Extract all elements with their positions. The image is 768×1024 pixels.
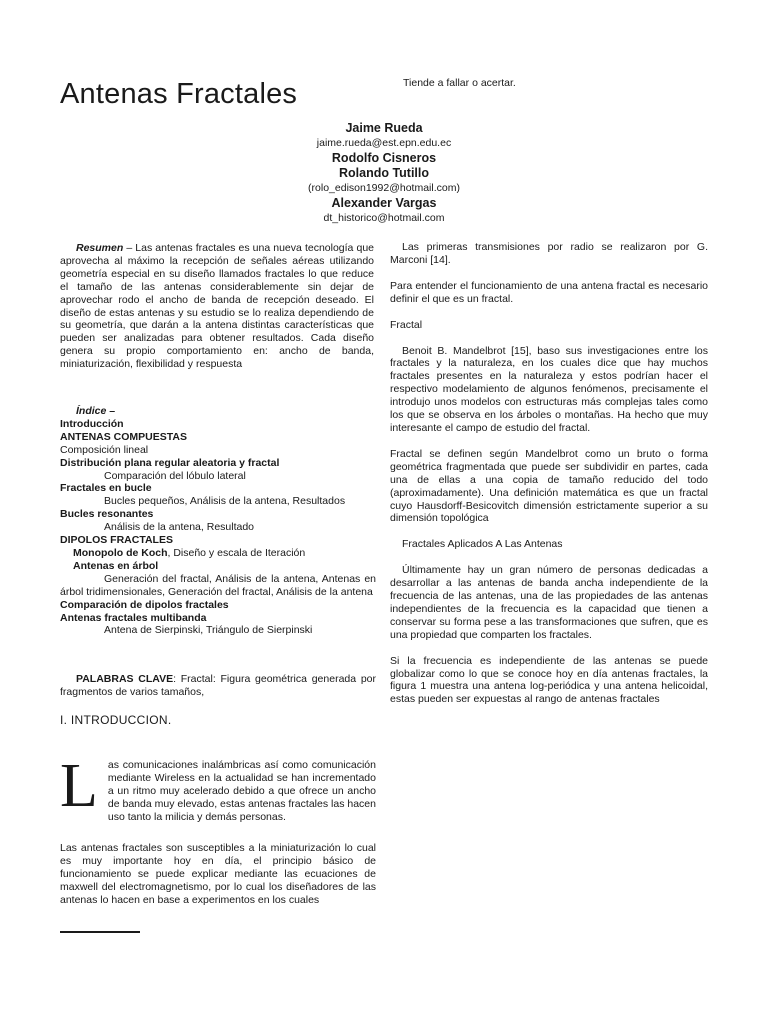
index-entry: Comparación del lóbulo lateral xyxy=(104,469,246,482)
keywords-label: PALABRAS CLAVE xyxy=(76,673,174,685)
index-entry: Bucles resonantes xyxy=(60,508,154,521)
author-email: dt_historico@hotmail.com xyxy=(323,212,445,224)
right-column xyxy=(390,241,708,719)
index-entry: Análisis de la antena, Resultado xyxy=(104,521,255,534)
footnote-rule xyxy=(60,931,140,933)
index-entry: Antena de Sierpinski, Triángulo de Sierpinski xyxy=(104,624,313,637)
index-dash: – xyxy=(106,405,116,417)
index-entry: Fractales en bucle xyxy=(60,482,152,495)
index-entry: Distribución plana regular aleatoria y fractal xyxy=(60,456,280,469)
index-entry: Composición lineal xyxy=(60,443,149,456)
index-entry: DIPOLOS FRACTALES xyxy=(60,534,173,547)
intro-text: as comunicaciones inalámbricas así como comunicación mediante Wireless en la actualidad se han incrementado a un ritmo muy acelerado debido a que ofrece un ancho de banda muy elevado, estas antenas fractales las hacen uso tanto la milicia y demás personas. xyxy=(107,759,376,823)
top-right-note: Tiende a fallar o acertar. xyxy=(403,77,516,89)
author-name: Jaime Rueda xyxy=(345,121,423,135)
subsection-heading: Fractal xyxy=(390,318,423,331)
body-paragraph: Si la frecuencia es independiente de las antenas se puede globalizar como lo que se conoce hoy en día antenas fractales, la figura 1 muestra una antena log-periódica y una antena helicoidal, estas pueden ser expuestas al rango de antenas fractales xyxy=(390,654,708,706)
body-paragraph: Benoit B. Mandelbrot [15], baso sus investigaciones entre los fractales y la naturaleza, en los cuales dice que hay muchos fractales presentes en la naturaleza y estos podrían hacer el respectivo modelamiento de algunos fenómenos, precisamente el introdujo unos modelos con estructuras más complejas tales como los que se observa en los árboles o montañas. Ha hecho que muy interesante el campo de estudio del fractal. xyxy=(390,344,708,434)
body-paragraph: Las primeras transmisiones por radio se realizaron por G. Marconi [14]. xyxy=(390,241,708,266)
body-paragraph: Últimamente hay un gran número de personas dedicadas a desarrollar a las antenas de banda ancha independiente de la frecuencia de las antenas, una de las propiedades de las antenas independientes de la frecuencia es la capacidad que tienen a conservar su forma pese a las transformaciones que sufren, que es una propiedad que comparten los fractales. xyxy=(390,564,708,641)
body-paragraph: Fractal se definen según Mandelbrot como un bruto o forma geométrica fragmentada que puede ser subdividir en partes, cada una de ellas a una copia de tamaño reducido del todo (aproximadamente). Una definición matemática es que un fractal cuyo Hausdorff-Besicovitch dimensión estrictamente superior a su dimensión topológica xyxy=(390,447,708,525)
author-name: Rolando Tutillo xyxy=(338,166,430,180)
body-paragraph: Para entender el funcionamiento de una antena fractal es necesario definir el que es un fractal. xyxy=(390,279,708,305)
index-entry: Bucles pequeños, Análisis de la antena, Resultados xyxy=(104,495,346,508)
index-entry: Monopolo de Koch xyxy=(73,546,168,559)
abstract-label: Resumen xyxy=(76,242,124,254)
drop-cap: L xyxy=(60,752,98,820)
author-name: Alexander Vargas xyxy=(331,196,437,210)
abstract xyxy=(60,242,374,371)
index-entry: Introducción xyxy=(60,417,124,430)
intro-paragraph xyxy=(60,752,376,824)
intro-paragraph-2: Las antenas fractales son susceptibles a la miniaturización lo cual es muy importante hoy en día, el principio básico de funcionamiento se puede explicar mediante las ecuaciones de maxwell del electromagnetismo, por lo cual los diseñadores de las antenas lo hacen en base a experimentos en los cuales xyxy=(60,842,376,906)
index-entry: Generación del fractal, Análisis de la antena, Antenas en árbol tridimensionales, Generación del fractal, Análisis de la antena xyxy=(60,572,376,598)
paper-title: Antenas Fractales xyxy=(60,78,298,110)
author-email: jaime.rueda@est.epn.edu.ec xyxy=(316,137,452,149)
author-name: Rodolfo Cisneros xyxy=(331,151,437,165)
author-block xyxy=(0,121,768,226)
index-entry: Comparación de dipolos fractales xyxy=(60,598,229,611)
author-email: (rolo_edison1992@hotmail.com) xyxy=(308,182,460,194)
index-entry: Antenas fractales multibanda xyxy=(60,611,207,624)
abstract-text: – Las antenas fractales es una nueva tecnología que aprovecha al máximo la recepción de señales aéreas utilizando geometría especial en su diseño llamados fractales lo que reduce el tamaño de las antenas considerablemente sin dejar de aprovechar rodo el ancho de banda de recepción deseado. El diseño de estas antenas y su estudio se lo realiza dependiendo de su geometría, que darán a la antena distintas características que pueden ser analizadas para obtener resultados. Cada diseño genera su propio comportamiento en: ancho de banda, miniaturización, flexibilidad y respuesta xyxy=(60,242,374,371)
subsection-heading: Fractales Aplicados A Las Antenas xyxy=(402,538,563,551)
keywords-text: : Fractal: Figura geométrica generada por fragmentos de varios tamaños, xyxy=(60,673,376,698)
index-entry: , Diseño y escala de Iteración xyxy=(167,546,306,559)
index-label: Índice xyxy=(76,405,107,417)
index-entry: Antenas en árbol xyxy=(73,559,159,572)
index-section xyxy=(60,405,376,637)
keywords xyxy=(60,673,376,699)
index-entry: ANTENAS COMPUESTAS xyxy=(60,430,187,443)
section-heading: I. INTRODUCCION. xyxy=(60,713,172,727)
